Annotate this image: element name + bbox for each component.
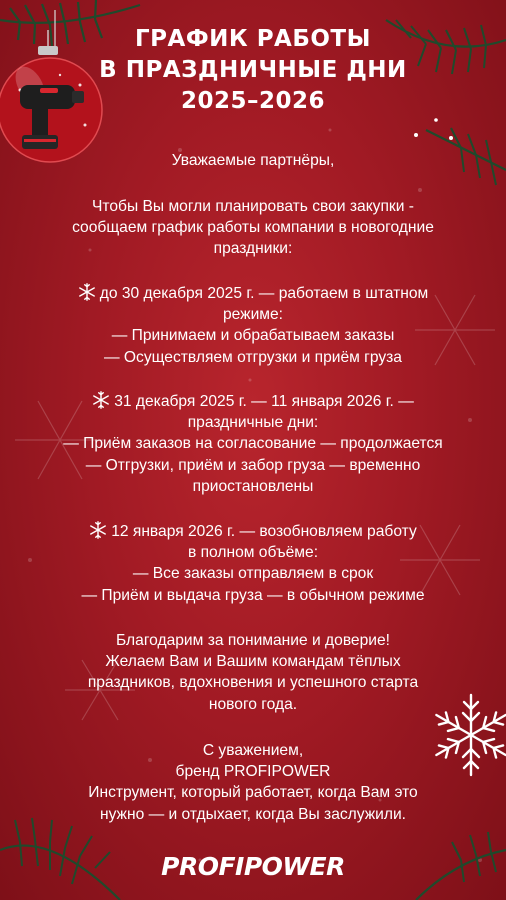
thanks-paragraph: Благодарим за понимание и доверие! Желаем Вам и Вашим командам тёплых праздников, вдохновения и успешного старта нового года. <box>87 632 419 713</box>
title-line: 2025–2026 <box>180 88 326 114</box>
title-line: ГРАФИК РАБОТЫ <box>135 26 371 52</box>
period-heading: до 30 декабря 2025 г. — работаем в штатном <box>99 285 429 302</box>
intro-paragraph: Чтобы Вы могли планировать свои закупки - сообщаем график работы компании в новогодние праздники: <box>72 198 434 258</box>
greeting: Уважаемые партнёры, <box>171 152 335 169</box>
period-resume: 12 января 2026 г. — возобновляем работу в полном объёме: — Все заказы отправляем в срок — Приём и выдача груза — в обычном режиме <box>81 523 425 604</box>
signature: С уважением, бренд PROFIPOWER Инструмент, который работает, когда Вам это нужно — и отдыхает, когда Вы заслужили. <box>88 742 418 823</box>
period-holidays: 31 декабря 2025 г. — 11 января 2026 г. — праздничные дни: — Приём заказов на согласование — продолжается — Отгрузки, приём и забор груза — временно приостановлены <box>63 393 443 495</box>
period-regular: до 30 декабря 2025 г. — работаем в штатном режиме: — Принимаем и обрабатываем заказы — Осуществляем отгрузки и приём груза <box>0 283 506 368</box>
brand-logo: PROFIPOWER <box>161 852 345 881</box>
title-line: В ПРАЗДНИЧНЫЕ ДНИ <box>99 57 407 83</box>
snowflake-icon <box>89 521 107 539</box>
snowflake-icon <box>78 283 96 301</box>
period-heading: 31 декабря 2025 г. — 11 января 2026 г. — <box>114 393 414 410</box>
period-heading: 12 января 2026 г. — возобновляем работу <box>111 523 417 540</box>
snowflake-icon <box>92 391 110 409</box>
page-title <box>0 24 506 117</box>
